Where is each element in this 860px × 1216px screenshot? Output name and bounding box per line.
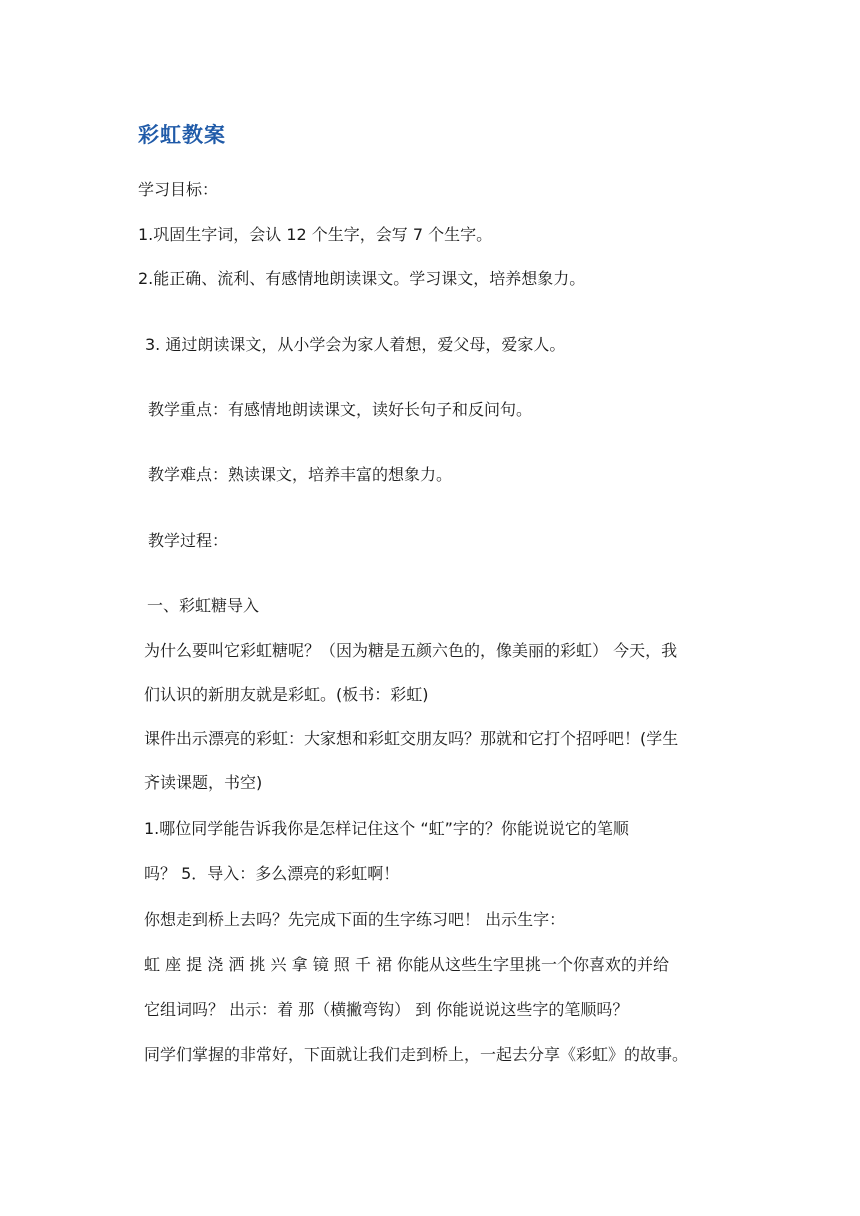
document-title: 彩虹教案 bbox=[138, 123, 226, 147]
text-line-paragraph: 齐读课题，书空) bbox=[144, 773, 263, 792]
text-line-section-1-heading: 一、彩虹糖导入 bbox=[147, 596, 260, 615]
text-line-objectives-heading: 学习目标： bbox=[138, 180, 219, 199]
text-line-objective-2: 2.能正确、流利、有感情地朗读课文。学习课文，培养想象力。 bbox=[138, 269, 586, 288]
text-line-paragraph: 它组词吗？ 出示：着 那（横撇弯钩） 到 你能说说这些字的笔顺吗？ bbox=[144, 1000, 629, 1019]
text-line-paragraph: 们认识的新朋友就是彩虹。(板书：彩虹) bbox=[144, 685, 429, 704]
text-line-paragraph: 为什么要叫它彩虹糖呢？（因为糖是五颜六色的，像美丽的彩虹） 今天，我 bbox=[144, 641, 678, 660]
text-line-objective-1: 1.巩固生字词，会认 12 个生字，会写 7 个生字。 bbox=[138, 225, 493, 244]
text-line-paragraph: 1.哪位同学能告诉我你是怎样记住这个 “虹”字的？你能说说它的笔顺 bbox=[144, 819, 629, 838]
text-line-objective-3: 3. 通过朗读课文，从小学会为家人着想，爱父母，爱家人。 bbox=[145, 335, 566, 354]
text-line-difficulties: 教学难点：熟读课文，培养丰富的想象力。 bbox=[148, 465, 453, 484]
text-line-paragraph: 虹 座 提 浇 洒 挑 兴 拿 镜 照 千 裙 你能从这些生字里挑一个你喜欢的并给 bbox=[144, 955, 670, 974]
text-line-paragraph: 同学们掌握的非常好，下面就让我们走到桥上，一起去分享《彩虹》的故事。 bbox=[144, 1045, 689, 1064]
text-line-process-heading: 教学过程： bbox=[148, 531, 229, 550]
text-line-paragraph: 你想走到桥上去吗？先完成下面的生字练习吧！ 出示生字： bbox=[144, 910, 566, 929]
text-line-key-points: 教学重点：有感情地朗读课文，读好长句子和反问句。 bbox=[148, 400, 533, 419]
text-line-paragraph: 课件出示漂亮的彩虹：大家想和彩虹交朋友吗？那就和它打个招呼吧！(学生 bbox=[144, 729, 679, 748]
text-line-paragraph: 吗？ 5．导入：多么漂亮的彩虹啊！ bbox=[144, 864, 400, 883]
